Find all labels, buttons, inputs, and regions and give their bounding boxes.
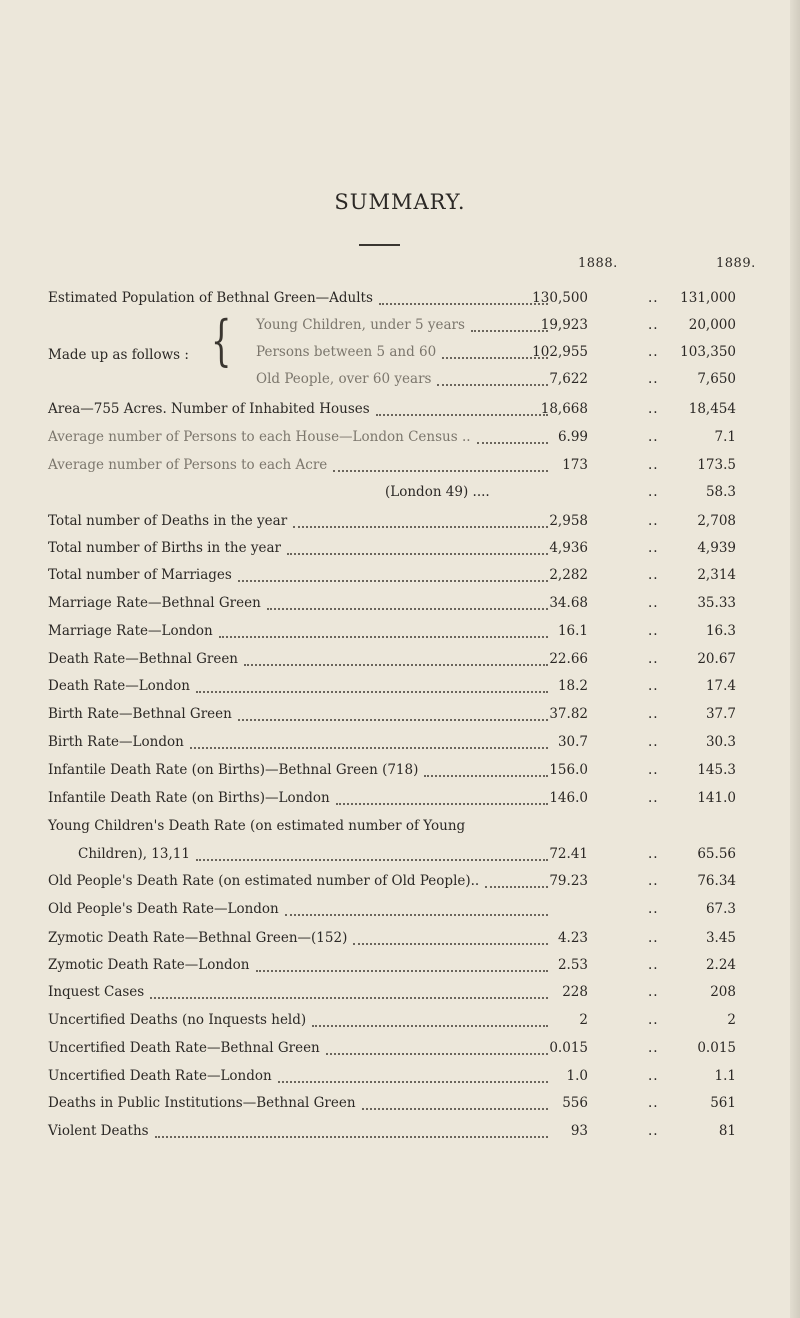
value-1889: 0.015 <box>697 1040 736 1056</box>
value-1889: 37.7 <box>705 706 736 722</box>
row-label: Violent Deaths <box>48 1123 149 1139</box>
value-1889: 3.45 <box>705 930 736 946</box>
table-row <box>0 401 800 425</box>
dot-leader <box>424 774 548 777</box>
table-row <box>0 873 800 897</box>
table-row <box>0 1095 800 1119</box>
dot-leader <box>190 746 548 749</box>
value-1888: 2,282 <box>549 567 588 583</box>
column-separator: .. <box>648 984 659 1000</box>
value-1889: 208 <box>710 984 736 1000</box>
dot-leader <box>278 1080 548 1083</box>
dot-leader <box>362 1107 548 1110</box>
table-row <box>0 371 800 395</box>
value-1888: 72.41 <box>549 846 588 862</box>
table-row <box>0 1068 800 1092</box>
column-separator: .. <box>648 1068 659 1084</box>
value-1888: 1.0 <box>566 1068 588 1084</box>
dot-leader <box>336 802 548 805</box>
value-1889: 2.24 <box>705 957 736 973</box>
dot-leader <box>244 663 548 666</box>
value-1888: 173 <box>562 457 588 473</box>
column-separator: .. <box>648 623 659 639</box>
value-1888: 0.015 <box>549 1040 588 1056</box>
dot-leader <box>376 413 548 416</box>
table-row <box>0 901 800 925</box>
row-label: Birth Rate—Bethnal Green <box>48 706 232 722</box>
column-separator: .. <box>648 930 659 946</box>
row-label: Area—755 Acres. Number of Inhabited Houses <box>48 401 370 417</box>
column-separator: .. <box>648 344 659 360</box>
row-label: Zymotic Death Rate—London <box>48 957 250 973</box>
row-label: Old People, over 60 years <box>256 371 432 387</box>
dot-leader <box>196 690 548 693</box>
dot-leader <box>287 552 548 555</box>
column-separator: .. <box>648 873 659 889</box>
column-separator: .. <box>648 484 659 500</box>
value-1888: 22.66 <box>549 651 588 667</box>
row-label: Old People's Death Rate (on estimated number of Old People).. <box>48 873 480 889</box>
value-1888: 30.7 <box>557 734 588 750</box>
dot-leader <box>293 525 548 528</box>
column-separator: .. <box>648 1095 659 1111</box>
row-label: Death Rate—London <box>48 678 190 694</box>
row-label: Average number of Persons to each House—London Census .. <box>48 429 471 445</box>
row-label: Uncertified Deaths (no Inquests held) <box>48 1012 307 1028</box>
page-title: SUMMARY. <box>334 190 466 214</box>
column-separator: .. <box>648 567 659 583</box>
column-separator: .. <box>648 1123 659 1139</box>
dot-leader <box>326 1052 548 1055</box>
column-separator: .. <box>648 901 659 917</box>
value-1888: 19,923 <box>540 317 588 333</box>
value-1889: 35.33 <box>697 595 736 611</box>
column-separator: .. <box>648 790 659 806</box>
year-header-1889: 1889. <box>716 256 756 271</box>
value-1888: 2.53 <box>557 957 588 973</box>
value-1889: 7.1 <box>714 429 736 445</box>
value-1888: 6.99 <box>557 429 588 445</box>
table-row <box>0 1012 800 1036</box>
dot-leader <box>256 969 548 972</box>
row-label: Deaths in Public Institutions—Bethnal Green <box>48 1095 356 1111</box>
value-1889: 1.1 <box>714 1068 736 1084</box>
row-label: Young Children's Death Rate (on estimated number of Young <box>48 818 466 834</box>
table-row <box>0 984 800 1008</box>
value-1889: 76.34 <box>697 873 736 889</box>
table-row <box>0 706 800 730</box>
table-row <box>0 290 800 314</box>
row-label: Children), 13,11 <box>78 846 190 862</box>
value-1888: 2,958 <box>549 513 588 529</box>
row-label: Total number of Deaths in the year <box>48 513 288 529</box>
value-1889: 65.56 <box>697 846 736 862</box>
value-1888: 130,500 <box>532 290 588 306</box>
column-separator: .. <box>648 513 659 529</box>
row-label: Total number of Births in the year <box>48 540 282 556</box>
brace-bracket: { <box>210 309 232 372</box>
column-separator: .. <box>648 1012 659 1028</box>
dot-leader <box>485 885 548 888</box>
column-separator: .. <box>648 734 659 750</box>
value-1889: 30.3 <box>705 734 736 750</box>
table-row <box>0 651 800 675</box>
value-1888: 102,955 <box>532 344 588 360</box>
value-1889: 20,000 <box>688 317 736 333</box>
value-1889: 561 <box>710 1095 736 1111</box>
row-label: Zymotic Death Rate—Bethnal Green—(152) <box>48 930 348 946</box>
column-separator: .. <box>648 317 659 333</box>
dot-leader <box>477 441 548 444</box>
row-label: Marriage Rate—London <box>48 623 213 639</box>
value-1889: 20.67 <box>697 651 736 667</box>
row-label: Average number of Persons to each Acre <box>48 457 328 473</box>
row-label: Uncertified Death Rate—London <box>48 1068 272 1084</box>
value-1889: 67.3 <box>705 901 736 917</box>
column-separator: .. <box>648 371 659 387</box>
year-header-1888: 1888. <box>578 256 618 271</box>
table-row <box>0 595 800 619</box>
made-up-label-row <box>0 347 800 371</box>
value-1888: 4,936 <box>549 540 588 556</box>
table-row <box>0 930 800 954</box>
dot-leader <box>353 942 548 945</box>
table-row <box>0 513 800 537</box>
table-row <box>0 484 800 508</box>
table-row <box>0 818 800 842</box>
dot-leader <box>196 858 548 861</box>
row-label: (London 49) .... <box>385 484 490 500</box>
dot-leader <box>471 329 548 332</box>
row-label: Marriage Rate—Bethnal Green <box>48 595 261 611</box>
table-row <box>0 429 800 453</box>
value-1888: 34.68 <box>549 595 588 611</box>
dot-leader <box>150 996 548 999</box>
value-1889: 18,454 <box>688 401 736 417</box>
dot-leader <box>238 579 548 582</box>
value-1889: 2,314 <box>697 567 736 583</box>
column-separator: .. <box>648 678 659 694</box>
column-separator: .. <box>648 401 659 417</box>
value-1889: 16.3 <box>705 623 736 639</box>
value-1888: 7,622 <box>549 371 588 387</box>
value-1889: 141.0 <box>697 790 736 806</box>
table-row <box>0 1123 800 1147</box>
value-1889: 145.3 <box>697 762 736 778</box>
value-1888: 556 <box>562 1095 588 1111</box>
value-1888: 79.23 <box>549 873 588 889</box>
value-1889: 2,708 <box>697 513 736 529</box>
row-label: Infantile Death Rate (on Births)—Bethnal Green (718) <box>48 762 419 778</box>
table-row <box>0 790 800 814</box>
table-row <box>0 678 800 702</box>
value-1889: 2 <box>727 1012 736 1028</box>
value-1889: 17.4 <box>705 678 736 694</box>
value-1889: 58.3 <box>705 484 736 500</box>
column-separator: .. <box>648 290 659 306</box>
column-separator: .. <box>648 846 659 862</box>
column-separator: .. <box>648 762 659 778</box>
table-row <box>0 540 800 564</box>
value-1889: 4,939 <box>697 540 736 556</box>
dot-leader <box>312 1024 548 1027</box>
table-row <box>0 1040 800 1064</box>
column-separator: .. <box>648 957 659 973</box>
column-separator: .. <box>648 540 659 556</box>
column-separator: .. <box>648 1040 659 1056</box>
made-up-label: Made up as follows : <box>48 347 189 363</box>
value-1889: 131,000 <box>680 290 736 306</box>
table-row <box>0 317 800 341</box>
column-separator: .. <box>648 429 659 445</box>
value-1888: 156.0 <box>549 762 588 778</box>
value-1889: 81 <box>718 1123 736 1139</box>
dot-leader <box>238 718 548 721</box>
table-row <box>0 734 800 758</box>
value-1889: 103,350 <box>680 344 736 360</box>
row-label: Young Children, under 5 years <box>256 317 465 333</box>
dot-leader <box>285 913 548 916</box>
row-label: Inquest Cases <box>48 984 145 1000</box>
row-label: Total number of Marriages <box>48 567 232 583</box>
dot-leader <box>379 302 548 305</box>
dot-leader <box>155 1135 548 1138</box>
table-row <box>0 762 800 786</box>
column-separator: .. <box>648 457 659 473</box>
table-row <box>0 567 800 591</box>
table-row <box>0 457 800 481</box>
row-label: Old People's Death Rate—London <box>48 901 279 917</box>
value-1888: 16.1 <box>557 623 588 639</box>
dot-leader <box>267 607 548 610</box>
row-label: Death Rate—Bethnal Green <box>48 651 239 667</box>
value-1888: 146.0 <box>549 790 588 806</box>
dot-leader <box>219 635 548 638</box>
table-row <box>0 623 800 647</box>
column-separator: .. <box>648 595 659 611</box>
row-label: Infantile Death Rate (on Births)—London <box>48 790 330 806</box>
row-label: Persons between 5 and 60 <box>256 344 437 360</box>
row-label: Birth Rate—London <box>48 734 184 750</box>
column-separator: .. <box>648 651 659 667</box>
value-1889: 173.5 <box>697 457 736 473</box>
table-row <box>0 846 800 870</box>
column-separator: .. <box>648 706 659 722</box>
title-rule <box>359 244 400 246</box>
value-1888: 37.82 <box>549 706 588 722</box>
row-label: Uncertified Death Rate—Bethnal Green <box>48 1040 320 1056</box>
value-1888: 2 <box>579 1012 588 1028</box>
dot-leader <box>437 383 548 386</box>
value-1888: 93 <box>570 1123 588 1139</box>
value-1888: 4.23 <box>557 930 588 946</box>
value-1888: 18.2 <box>557 678 588 694</box>
value-1889: 7,650 <box>697 371 736 387</box>
value-1888: 18,668 <box>540 401 588 417</box>
row-label: Estimated Population of Bethnal Green—Adults <box>48 290 373 306</box>
dot-leader <box>333 469 548 472</box>
value-1888: 228 <box>562 984 588 1000</box>
table-row <box>0 957 800 981</box>
